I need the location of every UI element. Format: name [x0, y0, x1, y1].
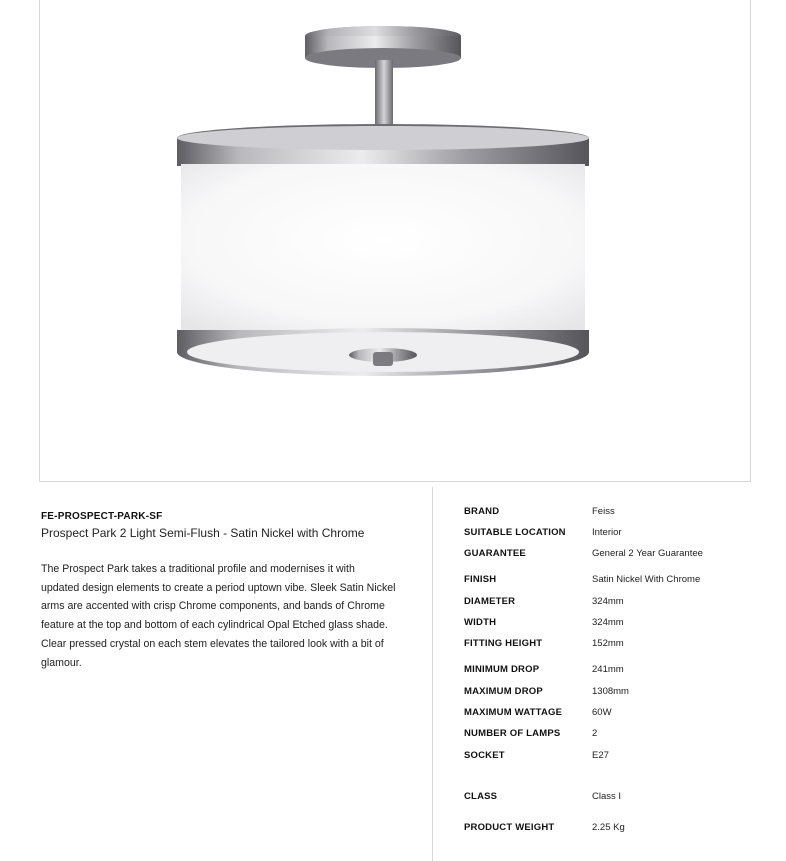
spec-label-width: WIDTH — [464, 617, 497, 628]
spec-value-maximum-drop: 1308mm — [592, 686, 629, 697]
spec-label-product-weight: PRODUCT WEIGHT — [464, 822, 555, 833]
spec-value-maximum-wattage: 60W — [592, 707, 612, 718]
spec-label-class: CLASS — [464, 791, 498, 802]
spec-value-width: 324mm — [592, 617, 624, 628]
spec-label-brand: BRAND — [464, 506, 500, 517]
spec-value-class: Class I — [592, 791, 622, 802]
spec-value-guarantee: General 2 Year Guarantee — [592, 548, 703, 559]
product-description: The Prospect Park takes a traditional profile and modernises it with updated design elements to create a period uptown vibe. Sleek Satin Nickel arms are accented with crisp Chrome components, and bands of Chrome feature at the top and bottom of each cylindrical Opal Etched glass shade. Clear pressed crystal on each stem elevates the tailored look with a bit of glamour. — [41, 563, 396, 669]
spec-label-diameter: DIAMETER — [464, 596, 516, 607]
spec-label-maximum-drop: MAXIMUM DROP — [464, 686, 543, 697]
spec-label-maximum-wattage: MAXIMUM WATTAGE — [464, 707, 563, 718]
spec-value-product-weight: 2.25 Kg — [592, 822, 625, 833]
product-sku: FE-PROSPECT-PARK-SF — [41, 511, 163, 522]
spec-value-number-of-lamps: 2 — [592, 728, 598, 739]
spec-value-brand: Feiss — [592, 506, 615, 517]
spec-value-diameter: 324mm — [592, 596, 624, 607]
column-divider — [432, 487, 433, 861]
spec-value-suitable-location: Interior — [592, 527, 622, 538]
spec-value-finish: Satin Nickel With Chrome — [592, 574, 701, 585]
spec-label-fitting-height: FITTING HEIGHT — [464, 638, 543, 649]
spec-value-fitting-height: 152mm — [592, 638, 624, 649]
spec-label-minimum-drop: MINIMUM DROP — [464, 664, 540, 675]
product-image-frame — [39, 0, 751, 482]
product-title: Prospect Park 2 Light Semi-Flush - Satin Nickel with Chrome — [41, 526, 365, 540]
spec-label-socket: SOCKET — [464, 750, 505, 761]
spec-label-suitable-location: SUITABLE LOCATION — [464, 527, 566, 538]
spec-value-minimum-drop: 241mm — [592, 664, 624, 675]
spec-label-number-of-lamps: NUMBER OF LAMPS — [464, 728, 561, 739]
semi-flush-light-image — [40, 0, 752, 482]
spec-label-finish: FINISH — [464, 574, 497, 585]
spec-label-guarantee: GUARANTEE — [464, 548, 526, 559]
spec-value-socket: E27 — [592, 750, 609, 761]
